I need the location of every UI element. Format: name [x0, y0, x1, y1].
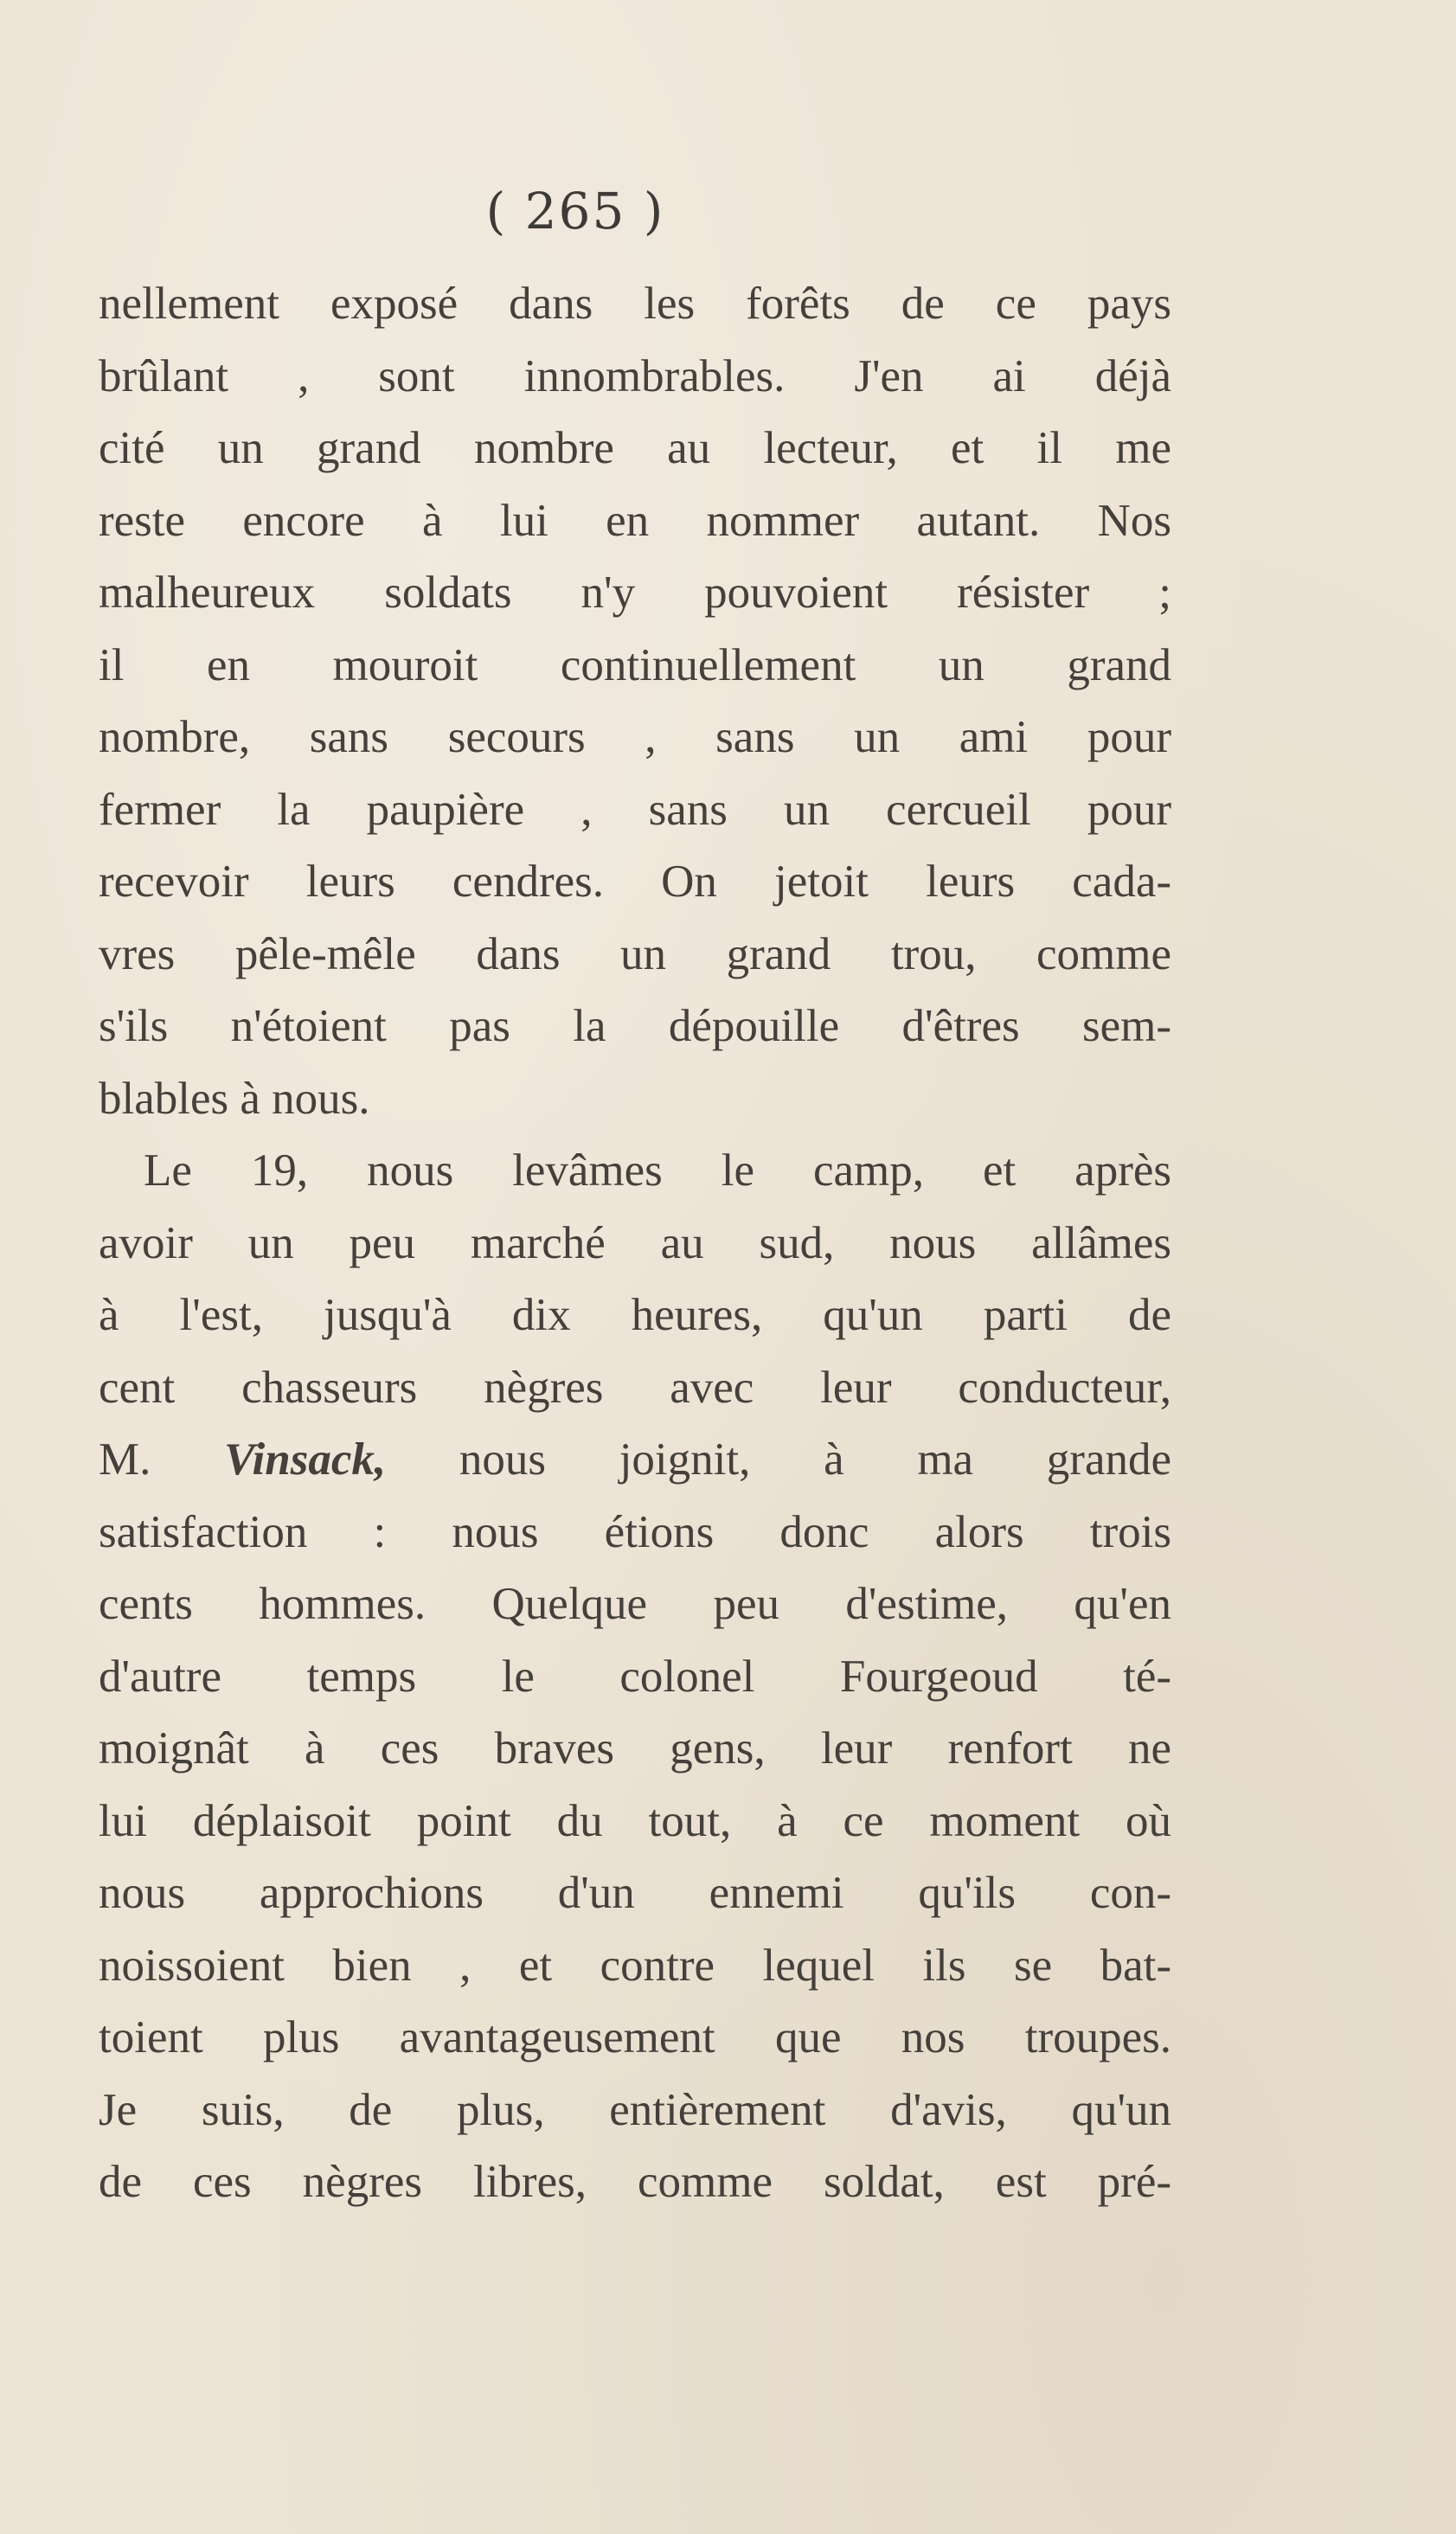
text-line: lui déplaisoit point du tout, à ce moment où [99, 1795, 1171, 1846]
text-line: toient plus avantageusement que nos troupes. [99, 2012, 1171, 2062]
text-line: Je suis, de plus, entièrement d'avis, qu'un [99, 2084, 1171, 2135]
text-line: malheureux soldats n'y pouvoient résister ; [99, 568, 1171, 618]
text-line-with-name [99, 1424, 1171, 1497]
text-line: cents hommes. Quelque peu d'estime, qu'en [99, 1579, 1171, 1629]
text-line: nombre, sans secours , sans un ami pour [99, 712, 1171, 762]
text-line: il en mouroit continuellement un grand [99, 639, 1171, 690]
text-line: noissoient bien , et contre lequel ils se bat- [99, 1940, 1171, 1991]
text-line: de ces nègres libres, comme soldat, est pré- [99, 2157, 1171, 2207]
text-line: nellement exposé dans les forêts de ce pays [99, 279, 1171, 329]
text-line: à l'est, jusqu'à dix heures, qu'un parti de [99, 1290, 1171, 1340]
text-line: recevoir leurs cendres. On jetoit leurs cada- [99, 856, 1171, 907]
line-prefix: M. [99, 1434, 225, 1485]
body-text [99, 268, 1171, 2219]
text-line: avoir un peu marché au sud, nous allâmes [99, 1217, 1171, 1268]
text-line: s'ils n'étoient pas la dépouille d'êtres sem- [99, 1001, 1171, 1051]
paragraph-start-line: Le 19, nous levâmes le camp, et après [144, 1145, 1171, 1196]
text-line: moignât à ces braves gens, leur renfort ne [99, 1723, 1171, 1774]
text-line: brûlant , sont innombrables. J'en ai déjà [99, 350, 1171, 401]
text-line: reste encore à lui en nommer autant. Nos [99, 495, 1171, 546]
person-name: Vinsack, [224, 1434, 387, 1485]
text-line: d'autre temps le colonel Fourgeoud té- [99, 1651, 1171, 1702]
text-line: cité un grand nombre au lecteur, et il me [99, 423, 1171, 473]
text-line: nous approchions d'un ennemi qu'ils con- [99, 1868, 1171, 1918]
line-suffix: nous joignit, à ma grande [386, 1434, 1171, 1485]
text-line: fermer la paupière , sans un cercueil pour [99, 784, 1171, 835]
text-line: cent chasseurs nègres avec leur conducteur, [99, 1362, 1171, 1413]
paragraph-end-line: blables à nous. [99, 1073, 370, 1124]
page-number: ( 265 ) [485, 182, 665, 241]
text-line: vres pêle-mêle dans un grand trou, comme [99, 928, 1171, 979]
text-line: satisfaction : nous étions donc alors trois [99, 1506, 1171, 1557]
